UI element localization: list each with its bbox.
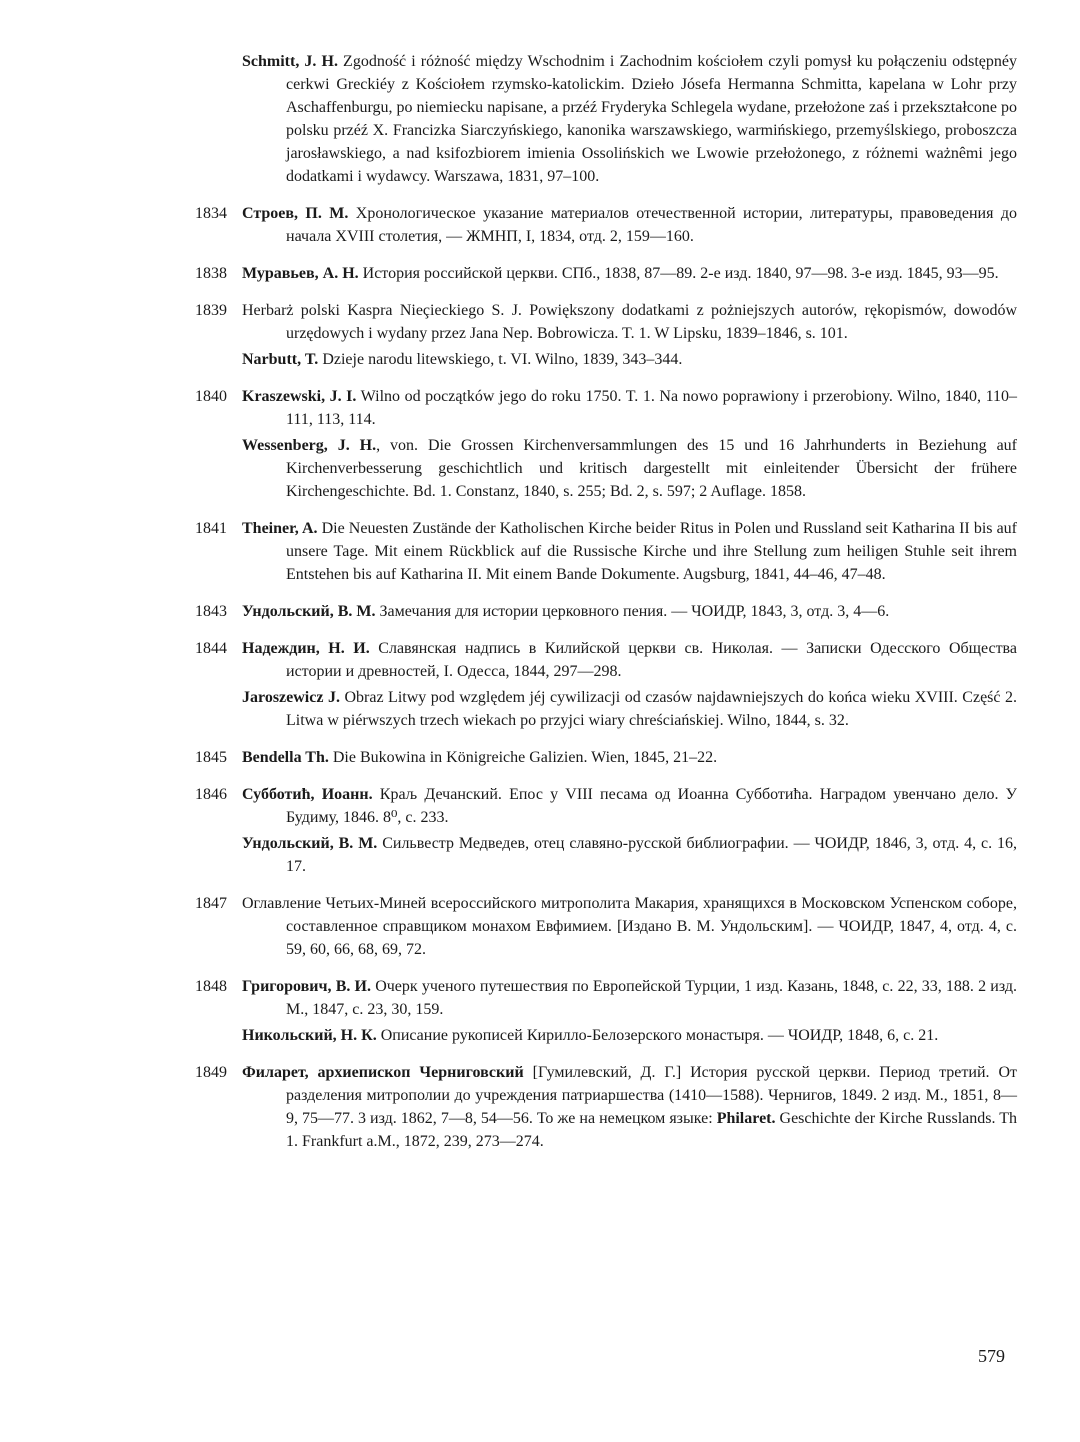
bibliography-entry [242, 434, 1017, 503]
entry-text: Славянская надпись в Килийской церкви св. Николая. — Записки Одесского Общества истории и древностей, I. Одесса, 1844, 297—298. [286, 640, 1018, 680]
bibliography-entry [195, 975, 1018, 1021]
entry-author: Schmitt, J. H. [242, 53, 338, 70]
entry-author: Narbutt, T. [242, 351, 319, 368]
entry-text: Замечания для истории церковного пения. — ЧОИДР, 1843, 3, отд. 3, 4—6. [375, 603, 890, 620]
entry-author: Kraszewski, J. I. [242, 388, 357, 405]
bibliography-entry [195, 1061, 1017, 1153]
entry-author: Wessenberg, J. H. [242, 437, 377, 454]
entry-author: Ундольский, В. М. [242, 835, 378, 852]
entry-text: Die Bukowina in Königreiche Galizien. Wien, 1845, 21–22. [328, 749, 718, 766]
entry-text: Die Neuesten Zustände der Katholischen Kirche beider Ritus in Polen und Russland seit Katharina II bis auf unsere Tage. Mit einem Rückblick auf die Russische Kirche und ihre Stellung zum heiligen Stuhle seit ihrem Entstehen bis auf Katharina II. Mit einem Bande Dokumente. Augsburg, 1841, 44–46, 47–48. [286, 520, 1018, 583]
bibliography-entry [242, 686, 1017, 732]
entry-author: Филарет, архиепископ Черниговский [242, 1064, 524, 1081]
bibliography-entry [195, 892, 1017, 961]
entry-author: Григорович, В. И. [242, 978, 372, 995]
entry-year: 1847 [195, 895, 227, 912]
entry-author: Theiner, A. [242, 520, 318, 537]
entry-text: Хронологическое указание материалов отечественной истории, литературы, правоведения до начала XVIII столетия, — ЖМНП, I, 1834, отд. 2, 159—160. [286, 205, 1017, 245]
entry-author: Муравьев, А. Н. [242, 265, 359, 282]
entry-text: Очерк ученого путешествия по Европейской Турции, 1 изд. Казань, 1848, с. 22, 33, 188. 2 изд. М., 1847, с. 23, 30, 159. [286, 978, 1018, 1018]
entry-year: 1848 [195, 978, 227, 995]
entry-text: Оглавление Четьих-Миней всероссийского митрополита Макария, хранящихся в Московском Успенском соборе, составленное справщиком монахом Евфимием. [Издано В. М. Ундольским]. — ЧОИДР, 1847, 4, отд. 4, с. 59, 60, 66, 68, 69, 72. [242, 895, 1017, 958]
bibliography-entry [195, 202, 1017, 248]
entry-year: 1843 [195, 603, 227, 620]
entry-year: 1846 [195, 786, 227, 803]
bibliography-entry [242, 348, 1017, 371]
bibliography-entry [195, 262, 1017, 285]
entry-author: Субботић, Иоанн. [242, 786, 373, 803]
entry-author: Надеждин, Н. И. [242, 640, 370, 657]
bibliography-entry [242, 1024, 1017, 1047]
entry-text-secondary: Geschichte der Kirche Russlands. Th 1. Frankfurt a.M., 1872, 239, 273—274. [286, 1110, 1017, 1150]
entry-year: 1849 [195, 1064, 227, 1081]
entry-text: , von. Die Grossen Kirchenversammlungen des 15 und 16 Jahrhunderts in Beziehung auf Kirchenverbesserung geschichtlich und kritisch dargestellt mit einleitender Übersicht der frühere Kirchengeschichte. Bd. 1. Constanz, 1840, s. 255; Bd. 2, s. 597; 2 Auflage. 1858. [286, 437, 1017, 500]
entry-text: Wilno od początków jego do roku 1750. T. 1. Na nowo poprawiony i przerobiony. Wilno, 1840, 110–111, 113, 114. [286, 388, 1018, 428]
entry-text: [Гумилевский, Д. Г.] История русской церкви. Период третий. От разделения митрополии до учреждения патриаршества (1410—1588). Чернигов, 1849. 2 изд. М., 1851, 8—9, 75—77. 3 изд. 1862, 7—8, 54—56. То же на немецком языке: [286, 1064, 1017, 1127]
entry-text: Herbarż polski Kaspra Nieçieckiego S. J. Powiększony dodatkami z pożniejszych autorów, rękopismów, dowodów urzędowych i wydany przez Jana Nep. Bobrowicza. T. 1. W Lipsku, 1839–1846, s. 101. [242, 302, 1017, 342]
entry-text: Zgodność i różność między Wschodnim i Zachodnim kościołem czyli pomysł ku połączeniu odstępnéy cerkwi Greckiéy z Kościołem rzymsko-katolickim. Dzieło Jósefa Hermanna Schmitta, kapelana w Lohr przy Aschaffenburgu, po niemiecku napisane, a przéź Fryderyka Schlegela wydane, przełożone zaś i przekształcone po polsku przéź X. Francizka Siarczyńskiego, kanonika warszawskiego, warmińskiego, przemyślskiego, proboszcza jarosławskiego, a nad ksifozbiorem imienia Ossolińskich we Lwowie przełożonego, z różnemi ważnêmi jego dodatkami i wydawcy. Warszawa, 1831, 97–100. [286, 53, 1017, 185]
entry-text: Описание рукописей Кирилло-Белозерского монастыря. — ЧОИДР, 1848, 6, с. 21. [376, 1027, 939, 1044]
entry-text: Краљ Дечанский. Епос у VIII песама од Иоанна Субботића. Наградом увенчано дело. У Будиму, 1846. 8⁰, с. 233. [286, 786, 1017, 826]
entry-text: Сильвестр Медведев, отец славяно-русской библиографии. — ЧОИДР, 1846, 3, отд. 4, с. 16, 17. [286, 835, 1018, 875]
entry-year: 1845 [195, 749, 227, 766]
page-number: 579 [978, 1346, 1005, 1366]
entry-text: Dzieje narodu litewskiego, t. VI. Wilno, 1839, 343–344. [318, 351, 683, 368]
bibliography-entry [195, 299, 1017, 345]
entry-year: 1844 [195, 640, 227, 657]
bibliography-entry [195, 385, 1018, 431]
bibliography-entry [195, 637, 1018, 683]
entry-year: 1840 [195, 388, 227, 405]
bibliography-entry [195, 783, 1017, 829]
entry-year: 1839 [195, 302, 227, 319]
entry-year: 1834 [195, 205, 227, 222]
bibliography-entry [195, 517, 1018, 586]
bibliography-entry [195, 600, 1017, 623]
entry-text: История российской церкви. СПб., 1838, 87—89. 2-е изд. 1840, 97—98. 3-е изд. 1845, 93—95. [358, 265, 999, 282]
entry-text: Obraz Litwy pod względem jéj cywilizacji od czasów najdawniejszych do końca wieku XVIII. Część 2. Litwa w piérwszych trzech wiekach po przyjci wiary chreściańskiej. Wilno, 1844, s. 32. [286, 689, 1017, 729]
bibliography-entry [195, 746, 1017, 769]
entry-author: Никольский, Н. К. [242, 1027, 377, 1044]
entry-author: Bendella Th. [242, 749, 329, 766]
entry-author-secondary: Philaret. [716, 1110, 776, 1127]
bibliography-entry [242, 50, 1017, 188]
bibliography-list [195, 50, 1018, 1153]
entry-author: Jaroszewicz J. [242, 689, 340, 706]
entry-year: 1838 [195, 265, 227, 282]
entry-author: Строев, П. М. [242, 205, 349, 222]
bibliography-entry [242, 832, 1017, 878]
entry-author: Ундольский, В. М. [242, 603, 376, 620]
entry-year: 1841 [195, 520, 227, 537]
